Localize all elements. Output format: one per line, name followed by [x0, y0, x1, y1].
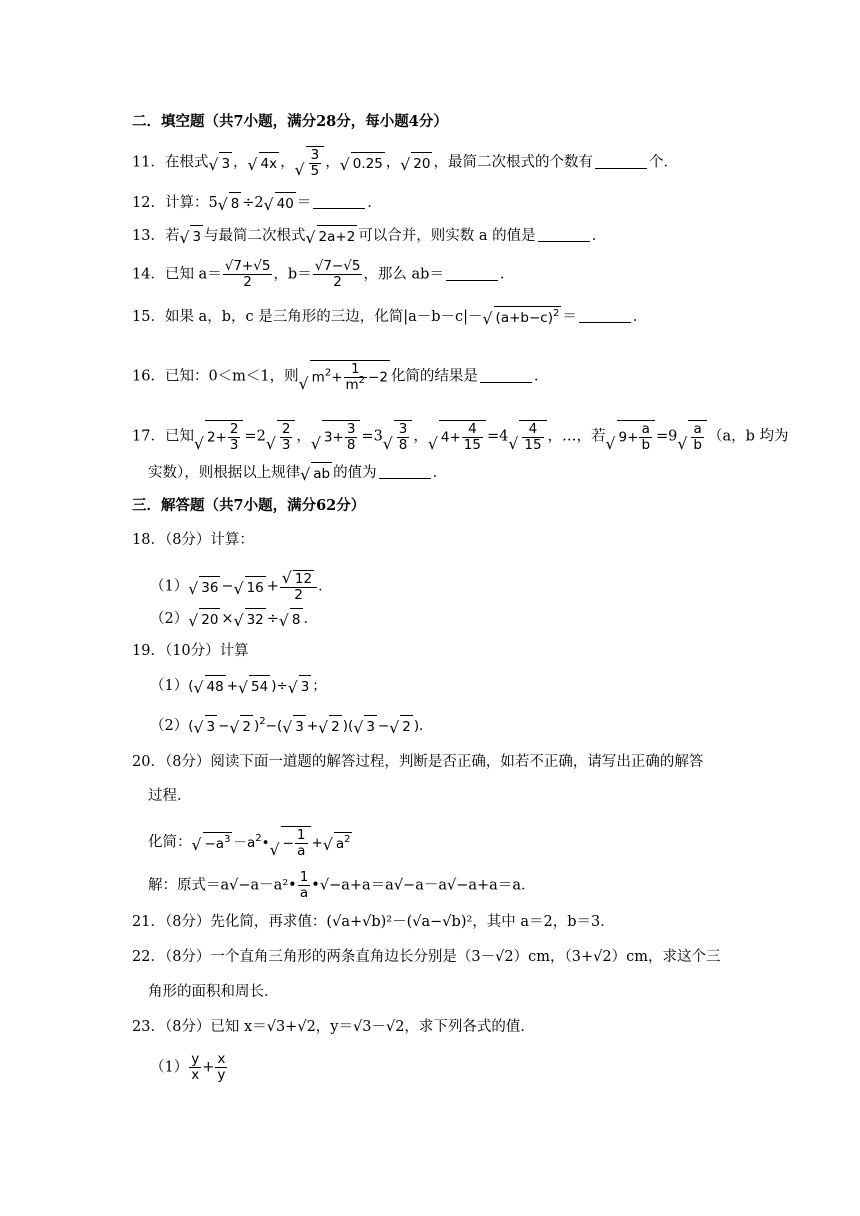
radical: √ 4x — [249, 152, 280, 174]
question-20-solution: 解：原式＝a√−a－a²• $\frac{1}{a}$ •√−a+a＝a√−a－a√−a+a＝a． — [148, 869, 536, 901]
question-22: 22．（8分）一个直角三角形的两条直角边长分别是（3－√2）cm，（3+√2）cm，求这个三 — [132, 949, 721, 965]
question-20-line-2: 过程． — [148, 788, 192, 804]
answer-blank — [379, 464, 431, 479]
question-21: 21．（8分）先化简，再求值：(√a+√b)²－(√a−√b)²，其中 a＝2，b＝3． — [132, 914, 615, 930]
question-17-line-2: 实数），则根据以上规律√ ab 的值为 ． — [148, 462, 447, 484]
question-16: 16．已知：0＜m＜1，则√ $m^2+$ $\frac{1}{m^2}$ −2 化简的结果是 ． — [132, 360, 548, 393]
radical: √ 8 — [219, 192, 242, 214]
section-2-title: 二．填空题（共7小题，满分28分，每小题4分） — [132, 113, 448, 130]
answer-blank — [480, 368, 532, 383]
question-20: 20．（8分）阅读下面一道题的解答过程，判断是否正确，如若不正确，请写出正确的解答 — [132, 754, 704, 770]
fraction: $\frac{√7+√5}{2}$ — [224, 258, 271, 290]
answer-blank — [313, 194, 365, 209]
radical: √ ab — [301, 462, 332, 484]
radical: √ 40 — [265, 192, 296, 214]
question-14: 14．已知 a＝ $\frac{√7+√5}{2}$ ，b＝ $\frac{√7-√5}{2}$ ，那么 ab＝ ． — [132, 258, 515, 290]
question-18: 18．（8分）计算： — [132, 532, 254, 548]
answer-blank — [446, 266, 498, 281]
question-18-part-1: （1）√ 36 −√ 16 + √ $\frac{12}{2}$ ． — [150, 570, 333, 603]
question-11: 11．在根式√ 3 ，√ 4x ， √ $\frac{3}{5}$ ，√ 0.25 ，√ 20 ，最简二次根式的个数有 个． — [132, 146, 678, 179]
fraction: $\frac{√7-√5}{2}$ — [314, 258, 361, 290]
question-19-part-2: （2）(√ 3 −√ 2 )$^2$−(√ 3 +√ 2 )(√ 3 −√ 2 )． — [150, 715, 433, 737]
answer-blank — [579, 308, 631, 323]
radical: √ $m^2+$ $\frac{1}{m^2}$ −2 — [300, 360, 390, 393]
radical: √ 2+ $\frac{2}{3}$ — [195, 420, 244, 453]
question-19-part-1: （1）(√ 48 +√ 54 )÷√ 3 ； — [150, 675, 326, 697]
radical: √ 3 — [209, 152, 232, 174]
radical: √ 3 — [180, 225, 203, 247]
question-15: 15．如果 a，b，c 是三角形的三边，化简|a－b－c|－√ $(a+b-c)^2$ ＝ ． — [132, 306, 647, 328]
answer-blank — [538, 227, 590, 242]
radical: √ 3+ $\frac{3}{8}$ — [312, 420, 361, 453]
question-20-expression: 化简：√ $-a^3$ $-a^2•√$ − $\frac{1}{a}$ +√ $a^2$ — [148, 826, 353, 859]
question-12: 12．计算：5√ 8 ÷2√ 40 ＝ ． — [132, 192, 382, 214]
question-17: 17．已知√ 2+ $\frac{2}{3}$ =2 √ $\frac{2}{3}$ ，√ 3+ $\frac{3}{8}$ =3 √ $\frac{3}{8}$ ，√ 4+ $\frac{4}{15}$ =4 √ $\frac{4}{15}$ ，…，若√ 9+ $\frac{a}{b}$ =9 √ $\frac{a}{b}$ （a，b 均为 — [132, 420, 789, 453]
radical: √ 20 — [401, 152, 432, 174]
radical: √ 4+ $\frac{4}{15}$ — [429, 420, 486, 453]
radical: √ $\frac{3}{5}$ — [296, 146, 325, 179]
question-13: 13．若√ 3 与最简二次根式√ 2a+2 可以合并，则实数 a 的值是 ． — [132, 225, 606, 247]
question-19: 19．（10分）计算 — [132, 643, 249, 659]
answer-blank — [595, 154, 647, 169]
radical: √ 0.25 — [341, 152, 385, 174]
radical: √ 9+ $\frac{a}{b}$ — [607, 420, 655, 453]
question-number: 11． — [132, 154, 165, 171]
radical: √ 2a+2 — [307, 225, 358, 247]
section-3-title: 三．解答题（共7小题，满分62分） — [132, 497, 366, 514]
question-22-line-2: 角形的面积和周长． — [148, 984, 279, 1000]
question-23-part-1: （1） $\frac{y}{x}$ + $\frac{x}{y}$ — [150, 1051, 226, 1083]
question-23: 23．（8分）已知 x＝√3+√2，y＝√3－√2，求下列各式的值． — [132, 1019, 535, 1035]
radical: √ $(a+b-c)^2$ — [484, 306, 562, 328]
question-18-part-2: （2）√ 20 ×√ 32 ÷√ 8 ． — [150, 608, 318, 630]
